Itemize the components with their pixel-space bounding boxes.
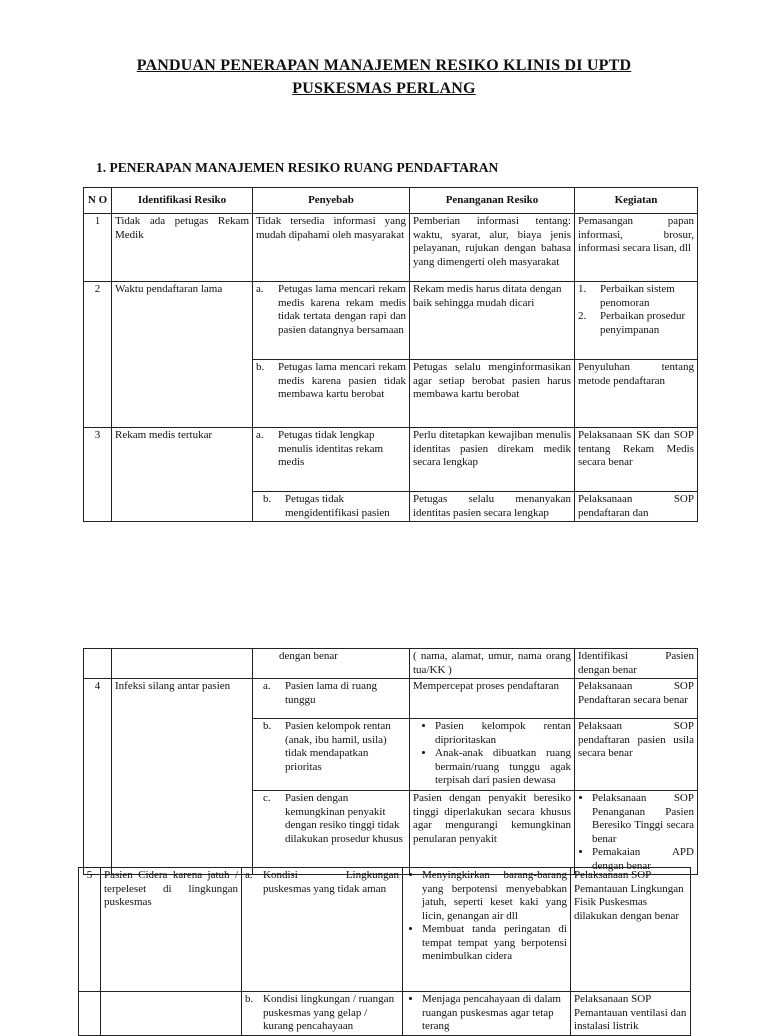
row-kegiatan: Pelaksanaan SOP Pemantauan ventilasi dan instalasi listrik — [571, 992, 691, 1036]
row-penanganan: Pasien dengan penyakit beresiko tinggi diperlakukan secara khusus agar mengurangi kemungkinan penularan penyakit — [410, 791, 575, 875]
row-kegiatan: Pelaksanaan SOP pendaftaran dan — [575, 492, 698, 522]
row-penanganan: • Menjaga pencahayaan di dalam ruangan puskesmas agar tetap terang — [403, 992, 571, 1036]
row-identifikasi: Tidak ada petugas Rekam Medik — [112, 214, 253, 282]
row-penyebab: Tidak tersedia informasi yang mudah dipahami oleh masyarakat — [253, 214, 410, 282]
row-identifikasi: Infeksi silang antar pasien — [112, 679, 253, 875]
row-identifikasi — [112, 649, 253, 679]
row-kegiatan: Penyuluhan tentang metode pendaftaran — [575, 360, 698, 428]
row-penanganan: • Menyingkirkan barang-barang yang berpotensi menyebabkan jatuh, seperti keset kaki yang licin, genangan air dll • Membuat tanda peringatan di tempat tempat yang berpotensi menimbulkan cidera — [403, 868, 571, 992]
row-identifikasi: Waktu pendaftaran lama — [112, 282, 253, 428]
row-penyebab: a. Kondisi Lingkungan puskesmas yang tidak aman — [242, 868, 403, 992]
row-penanganan: Perlu ditetapkan kewajiban menulis identitas pasien direkam medik secara lengkap — [410, 428, 575, 492]
row-kegiatan: 1. Perbaikan sistem penomoran 2. Perbaikan prosedur penyimpanan — [575, 282, 698, 360]
table-row — [79, 868, 691, 992]
row-no: 5 — [79, 868, 101, 992]
row-penanganan: Rekam medis harus ditata dengan baik sehingga mudah dicari — [410, 282, 575, 360]
section-heading: 1. PENERAPAN MANAJEMEN RESIKO RUANG PENDAFTARAN — [96, 160, 499, 175]
row-no: 4 — [84, 679, 112, 875]
row-penyebab: a. Petugas tidak lengkap menulis identitas rekam medis — [253, 428, 410, 492]
row-penanganan: • Pasien kelompok rentan diprioritaskan • Anak-anak dibuatkan ruang bermain/ruang tunggu agak terpisah dari pasien dewasa — [410, 719, 575, 791]
document-title-line2: PUSKESMAS PERLANG — [292, 80, 476, 97]
row-no — [84, 649, 112, 679]
table-row — [84, 282, 698, 360]
row-identifikasi: Rekam medis tertukar — [112, 428, 253, 522]
row-penyebab: b. Kondisi lingkungan / ruangan puskesmas yang gelap / kurang pencahayaan — [242, 992, 403, 1036]
row-penanganan: Pemberian informasi tentang: waktu, syarat, alur, biaya jenis pelayanan, rujukan dengan bahasa yang dimengerti oleh masyarakat — [410, 214, 575, 282]
table-row — [84, 649, 698, 679]
row-no — [79, 992, 101, 1036]
row-kegiatan: Pelaksanaan SK dan SOP tentang Rekam Medis secara benar — [575, 428, 698, 492]
row-no: 1 — [84, 214, 112, 282]
row-penyebab: b. Petugas lama mencari rekam medis karena pasien tidak membawa kartu berobat — [253, 360, 410, 428]
header-penyebab: Penyebab — [253, 188, 410, 214]
table-row — [84, 214, 698, 282]
row-penyebab: a. Pasien lama di ruang tunggu — [253, 679, 410, 719]
row-penyebab: dengan benar — [253, 649, 410, 679]
row-penanganan: Mempercepat proses pendaftaran — [410, 679, 575, 719]
row-no: 3 — [84, 428, 112, 522]
row-identifikasi: Pasien Cidera karena jatuh / terpeleset di lingkungan puskesmas — [101, 868, 242, 992]
row-kegiatan: • Pelaksanaan SOP Penanganan Pasien Beresiko Tinggi secara benar • Pemakaian APD dengan benar — [575, 791, 698, 875]
risk-table-page2-row5 — [78, 867, 691, 1036]
table-row — [79, 992, 691, 1036]
document-title-line1: PANDUAN PENERAPAN MANAJEMEN RESIKO KLINIS DI UPTD — [136, 57, 632, 74]
row-penyebab: b. Petugas tidak mengidentifikasi pasien — [253, 492, 410, 522]
row-penanganan: ( nama, alamat, umur, nama orang tua/KK ) — [410, 649, 575, 679]
row-penyebab: b. Pasien kelompok rentan (anak, ibu hamil, usila) tidak mendapatkan prioritas — [253, 719, 410, 791]
risk-table-page2 — [83, 648, 698, 875]
risk-table-page1 — [83, 187, 698, 522]
row-kegiatan: Identifikasi Pasien dengan benar — [575, 649, 698, 679]
header-no: N O — [84, 188, 112, 214]
table-row — [84, 428, 698, 492]
header-kegiatan: Kegiatan — [575, 188, 698, 214]
header-identifikasi: Identifikasi Resiko — [112, 188, 253, 214]
row-kegiatan: Pemasangan papan informasi, brosur, informasi secara lisan, dll — [575, 214, 698, 282]
row-penyebab: c. Pasien dengan kemungkinan penyakit dengan resiko tinggi tidak dilakukan prosedur khusus — [253, 791, 410, 875]
row-kegiatan: Pelaksanaan SOP Pendaftaran secara benar — [575, 679, 698, 719]
header-penanganan: Penanganan Resiko — [410, 188, 575, 214]
row-penanganan: Petugas selalu menginformasikan agar setiap berobat pasien harus membawa kartu berobat — [410, 360, 575, 428]
row-penyebab: a. Petugas lama mencari rekam medis karena rekam medis tidak tertata dengan rapi dan pasien datangnya bersamaan — [253, 282, 410, 360]
row-identifikasi — [101, 992, 242, 1036]
table-row — [84, 679, 698, 719]
row-no: 2 — [84, 282, 112, 428]
row-kegiatan: Pelaksanaan SOP Pemantauan Lingkungan Fisik Puskesmas dilakukan dengan benar — [571, 868, 691, 992]
row-kegiatan: Pelaksaan SOP pendaftaran pasien usila secara benar — [575, 719, 698, 791]
row-penanganan: Petugas selalu menanyakan identitas pasien secara lengkap — [410, 492, 575, 522]
